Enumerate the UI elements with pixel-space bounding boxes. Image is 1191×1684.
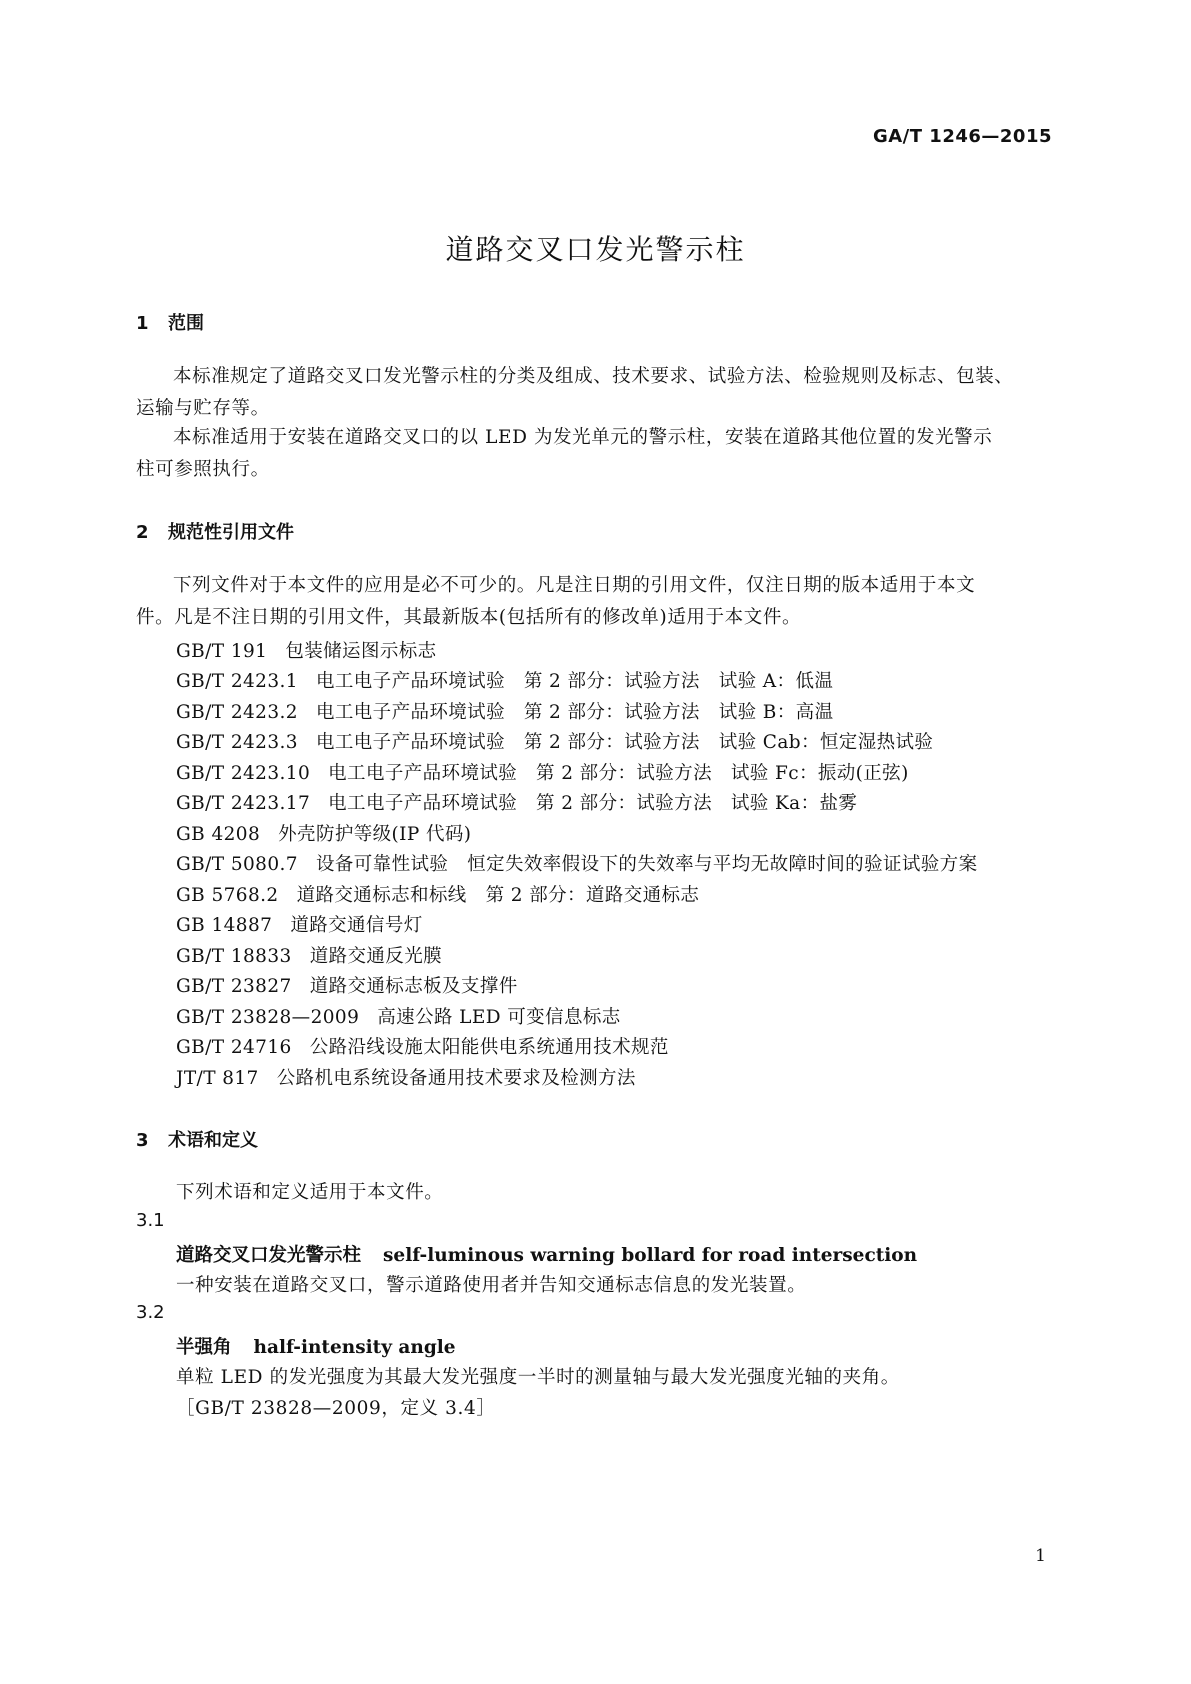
- reference-code: GB/T 2423.3: [176, 732, 298, 753]
- reference-title: 电工电子产品环境试验 第 2 部分：试验方法 试验 Ka：盐雾: [328, 793, 858, 814]
- section-2-heading: [136, 518, 294, 544]
- reference-title: 道路交通标志和标线 第 2 部分：道路交通标志: [296, 885, 700, 906]
- reference-code: GB/T 23827: [176, 976, 292, 997]
- section-number: 2: [136, 522, 149, 543]
- reference-title: 高速公路 LED 可变信息标志: [377, 1007, 621, 1028]
- reference-title: 设备可靠性试验 恒定失效率假设下的失效率与平均无故障时间的验证试验方案: [315, 854, 978, 875]
- reference-code: GB/T 2423.1: [176, 671, 298, 692]
- section-1-paragraph-2: [136, 422, 1063, 486]
- reference-title: 道路交通信号灯: [290, 915, 423, 936]
- section-1-heading: [136, 309, 204, 335]
- term-chinese: 道路交叉口发光警示柱: [176, 1245, 362, 1266]
- reference-code: GB/T 23828—2009: [176, 1007, 360, 1028]
- reference-title: 电工电子产品环境试验 第 2 部分：试验方法 试验 Fc：振动(正弦): [328, 763, 909, 784]
- term-english: self-luminous warning bollard for road intersection: [383, 1245, 918, 1266]
- standard-number: GA/T 1246—2015: [872, 126, 1052, 147]
- paragraph-line: 本标准规定了道路交叉口发光警示柱的分类及组成、技术要求、试验方法、检验规则及标志、包装、: [173, 366, 1014, 387]
- reference-code: GB/T 2423.10: [176, 763, 311, 784]
- page-number: 1: [1035, 1546, 1046, 1566]
- reference-title: 包装储运图示标志: [285, 641, 437, 662]
- reference-title: 公路沿线设施太阳能供电系统通用技术规范: [309, 1037, 669, 1058]
- term-heading: [176, 1333, 456, 1359]
- paragraph-line: 本标准适用于安装在道路交叉口的以 LED 为发光单元的警示柱，安装在道路其他位置的发光警示: [173, 427, 993, 448]
- section-2-intro: [136, 570, 1063, 634]
- term-heading: [176, 1241, 917, 1267]
- section-title: 范围: [168, 313, 204, 334]
- reference-code: GB 5768.2: [176, 885, 279, 906]
- paragraph-line: 件。凡是不注日期的引用文件，其最新版本(包括所有的修改单)适用于本文件。: [136, 607, 802, 628]
- paragraph-line: 下列文件对于本文件的应用是必不可少的。凡是注日期的引用文件，仅注日期的版本适用于本文: [173, 575, 976, 596]
- paragraph-line: 运输与贮存等。: [136, 398, 270, 419]
- reference-code: GB/T 5080.7: [176, 854, 298, 875]
- reference-item: [176, 637, 437, 663]
- section-title: 术语和定义: [168, 1130, 258, 1151]
- term-source: ［GB/T 23828—2009，定义 3.4］: [176, 1398, 496, 1419]
- reference-item: [176, 942, 442, 968]
- reference-title: 道路交通标志板及支撑件: [309, 976, 518, 997]
- reference-title: 电工电子产品环境试验 第 2 部分：试验方法 试验 B：高温: [315, 702, 834, 723]
- document-title: 道路交叉口发光警示柱: [445, 233, 746, 266]
- reference-title: 公路机电系统设备通用技术要求及检测方法: [276, 1068, 636, 1089]
- term-definition: 单粒 LED 的发光强度为其最大发光强度一半时的测量轴与最大发光强度光轴的夹角。: [176, 1367, 900, 1388]
- reference-item: [176, 728, 933, 754]
- section-title: 规范性引用文件: [168, 522, 294, 543]
- reference-code: GB/T 2423.17: [176, 793, 311, 814]
- reference-code: GB/T 18833: [176, 946, 292, 967]
- reference-item: [176, 1064, 636, 1090]
- term-english: half-intensity angle: [253, 1337, 456, 1358]
- term-definition: 一种安装在道路交叉口，警示道路使用者并告知交通标志信息的发光装置。: [176, 1275, 807, 1296]
- reference-item: [176, 698, 833, 724]
- reference-item: [176, 759, 909, 785]
- section-number: 3: [136, 1130, 149, 1151]
- section-number: 1: [136, 313, 149, 334]
- reference-title: 电工电子产品环境试验 第 2 部分：试验方法 试验 A：低温: [315, 671, 834, 692]
- reference-item: [176, 881, 699, 907]
- reference-code: GB/T 191: [176, 641, 268, 662]
- reference-code: GB 14887: [176, 915, 273, 936]
- reference-item: [176, 911, 423, 937]
- reference-code: GB/T 2423.2: [176, 702, 298, 723]
- reference-item: [176, 1033, 669, 1059]
- reference-code: GB/T 24716: [176, 1037, 292, 1058]
- reference-code: GB 4208: [176, 824, 261, 845]
- term-number: 3.2: [136, 1302, 165, 1323]
- section-3-heading: [136, 1126, 258, 1152]
- term-number: 3.1: [136, 1210, 165, 1231]
- term-chinese: 半强角: [176, 1337, 232, 1358]
- reference-code: JT/T 817: [176, 1068, 259, 1089]
- reference-item: [176, 820, 471, 846]
- reference-item: [176, 850, 977, 876]
- paragraph-line: 柱可参照执行。: [136, 459, 270, 480]
- reference-item: [176, 789, 857, 815]
- reference-item: [176, 667, 833, 693]
- reference-title: 道路交通反光膜: [309, 946, 442, 967]
- reference-item: [176, 972, 518, 998]
- reference-item: [176, 1003, 621, 1029]
- reference-title: 电工电子产品环境试验 第 2 部分：试验方法 试验 Cab：恒定湿热试验: [315, 732, 934, 753]
- section-3-intro: 下列术语和定义适用于本文件。: [176, 1182, 444, 1203]
- section-1-paragraph-1: [136, 361, 1063, 425]
- reference-title: 外壳防护等级(IP 代码): [278, 824, 472, 845]
